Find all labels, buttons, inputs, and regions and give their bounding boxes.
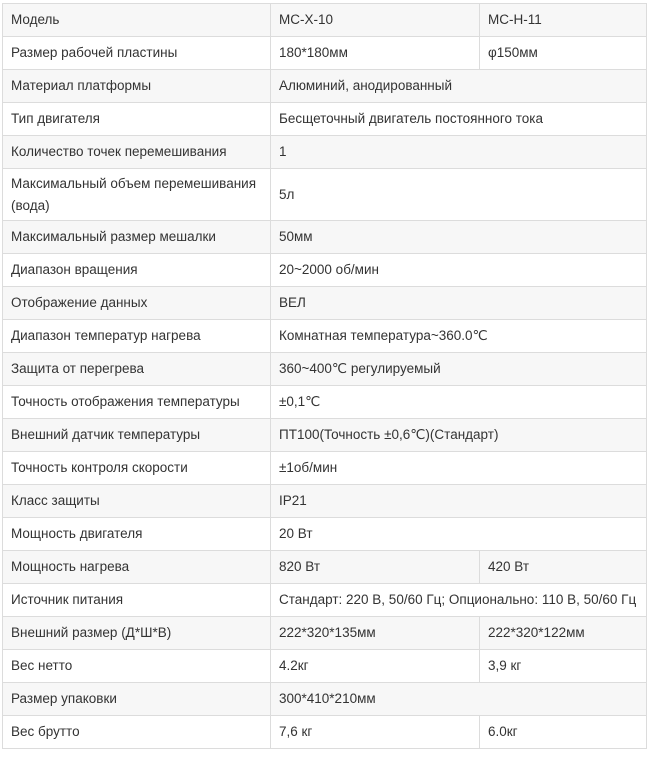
table-row xyxy=(3,584,647,617)
row-label: Вес нетто xyxy=(3,650,271,683)
row-label: Максимальный объем перемешивания (вода) xyxy=(3,169,271,221)
row-value: ВЕЛ xyxy=(271,287,647,320)
table-row xyxy=(3,70,647,103)
row-label: Размер рабочей пластины xyxy=(3,37,271,70)
table-row xyxy=(3,518,647,551)
table-row xyxy=(3,136,647,169)
table-row xyxy=(3,419,647,452)
row-value: 180*180мм xyxy=(271,37,480,70)
row-value-alt: 3,9 кг xyxy=(480,650,647,683)
row-value: MC-X-10 xyxy=(271,4,480,37)
table-row xyxy=(3,221,647,254)
row-value: ±0,1℃ xyxy=(271,386,647,419)
row-label: Класс защиты xyxy=(3,485,271,518)
row-label: Максимальный размер мешалки xyxy=(3,221,271,254)
table-row xyxy=(3,169,647,221)
table-row xyxy=(3,103,647,136)
row-value-alt: 420 Вт xyxy=(480,551,647,584)
row-value-alt: 6.0кг xyxy=(480,716,647,749)
row-label: Мощность двигателя xyxy=(3,518,271,551)
row-label: Диапазон температур нагрева xyxy=(3,320,271,353)
row-value: 222*320*135мм xyxy=(271,617,480,650)
row-label: Внешний размер (Д*Ш*В) xyxy=(3,617,271,650)
spec-table xyxy=(2,3,647,749)
row-value: Бесщеточный двигатель постоянного тока xyxy=(271,103,647,136)
row-value: Комнатная температура~360.0℃ xyxy=(271,320,647,353)
row-label: Тип двигателя xyxy=(3,103,271,136)
row-label: Модель xyxy=(3,4,271,37)
table-row xyxy=(3,716,647,749)
row-value: 300*410*210мм xyxy=(271,683,647,716)
table-row xyxy=(3,452,647,485)
row-value: 20~2000 об/мин xyxy=(271,254,647,287)
row-label: Мощность нагрева xyxy=(3,551,271,584)
table-row xyxy=(3,287,647,320)
table-row xyxy=(3,683,647,716)
table-row xyxy=(3,650,647,683)
row-label: Точность отображения температуры xyxy=(3,386,271,419)
row-value: Алюминий, анодированный xyxy=(271,70,647,103)
table-row xyxy=(3,386,647,419)
row-label: Точность контроля скорости xyxy=(3,452,271,485)
table-row xyxy=(3,4,647,37)
row-value: ПТ100(Точность ±0,6℃)(Стандарт) xyxy=(271,419,647,452)
row-value-alt: MC-H-11 xyxy=(480,4,647,37)
table-row xyxy=(3,320,647,353)
row-label: Количество точек перемешивания xyxy=(3,136,271,169)
table-row xyxy=(3,485,647,518)
table-row xyxy=(3,353,647,386)
spec-table-body xyxy=(3,4,647,749)
row-label: Вес брутто xyxy=(3,716,271,749)
row-value: ±1об/мин xyxy=(271,452,647,485)
row-value-alt: 222*320*122мм xyxy=(480,617,647,650)
table-row xyxy=(3,254,647,287)
row-value-alt: φ150мм xyxy=(480,37,647,70)
row-value: IP21 xyxy=(271,485,647,518)
row-value: 50мм xyxy=(271,221,647,254)
row-value: 4.2кг xyxy=(271,650,480,683)
row-label: Защита от перегрева xyxy=(3,353,271,386)
row-value: 360~400℃ регулируемый xyxy=(271,353,647,386)
row-label: Материал платформы xyxy=(3,70,271,103)
row-value: 20 Вт xyxy=(271,518,647,551)
row-label: Отображение данных xyxy=(3,287,271,320)
row-value: 5л xyxy=(271,169,647,221)
row-value: 7,6 кг xyxy=(271,716,480,749)
row-label: Источник питания xyxy=(3,584,271,617)
row-label: Диапазон вращения xyxy=(3,254,271,287)
row-value: 820 Вт xyxy=(271,551,480,584)
row-label: Размер упаковки xyxy=(3,683,271,716)
row-label: Внешний датчик температуры xyxy=(3,419,271,452)
table-row xyxy=(3,617,647,650)
row-value: 1 xyxy=(271,136,647,169)
row-value: Стандарт: 220 В, 50/60 Гц; Опционально: 110 В, 50/60 Гц xyxy=(271,584,647,617)
table-row xyxy=(3,37,647,70)
table-row xyxy=(3,551,647,584)
